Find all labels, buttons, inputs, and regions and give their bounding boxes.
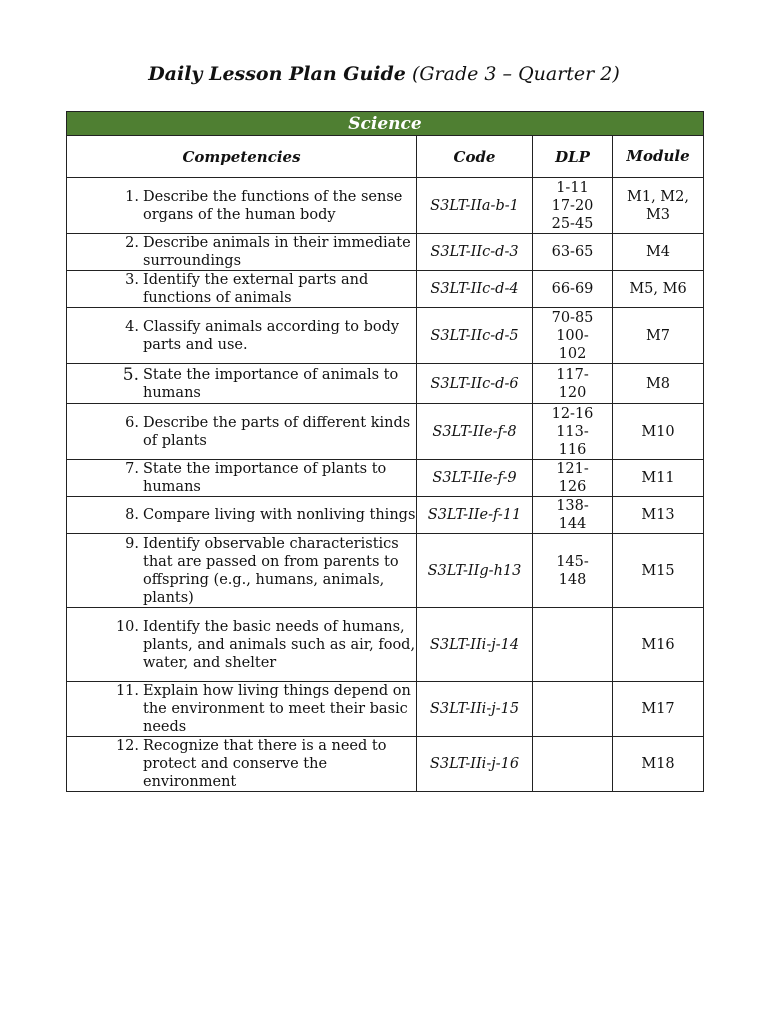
dlp-value: 120: [558, 384, 587, 401]
competency-cell: [67, 460, 417, 497]
title-sub: (Grade 3 – Quarter 2): [411, 63, 620, 85]
dlp-cell: [533, 682, 613, 737]
dlp-value: 66-69: [551, 281, 594, 297]
competency-cell: [67, 534, 417, 608]
table-row: [67, 737, 704, 792]
competency-number: 10.: [115, 618, 139, 635]
competency-text: Classify animals according to body parts and use.: [143, 318, 400, 353]
module-cell: M7: [613, 308, 704, 364]
competency-cell: [67, 308, 417, 364]
dlp-value: 12-16: [551, 405, 594, 422]
competency-cell: [67, 608, 417, 682]
dlp-value: 102: [558, 345, 587, 362]
competency-text: State the importance of plants to humans: [143, 461, 387, 495]
table-row: [67, 682, 704, 737]
dlp-value: 17-20: [551, 197, 594, 214]
module-cell: M5, M6: [613, 271, 704, 308]
competency-cell: [67, 178, 417, 234]
header-dlp: DLP: [533, 136, 613, 178]
dlp-value: 100-: [556, 327, 589, 344]
table-body: [67, 178, 704, 792]
competency-number: 1.: [125, 188, 139, 205]
table-row: [67, 364, 704, 404]
code-cell: S3LT-IIe-f-8: [417, 404, 533, 460]
dlp-cell: [533, 460, 613, 497]
dlp-value: 70-85: [551, 309, 594, 326]
competency-cell: [67, 404, 417, 460]
table-row: [67, 460, 704, 497]
dlp-value: 121-: [556, 461, 589, 477]
competency-number: 6.: [125, 414, 139, 431]
dlp-value: 126: [558, 479, 587, 495]
document-title: [0, 62, 768, 86]
code-cell: S3LT-IIe-f-11: [417, 497, 533, 534]
dlp-cell: [533, 737, 613, 792]
code-cell: S3LT-IIe-f-9: [417, 460, 533, 497]
dlp-value: 25-45: [551, 215, 594, 232]
dlp-value: 145-: [556, 553, 589, 570]
competency-cell: [67, 271, 417, 308]
competency-text: Identify the basic needs of humans, plants, and animals such as air, food, water, and shelter: [143, 618, 416, 671]
subject-header: Science: [67, 112, 704, 136]
competency-cell: [67, 234, 417, 271]
competency-cell: [67, 682, 417, 737]
dlp-cell: [533, 271, 613, 308]
competency-number: 2.: [125, 235, 139, 251]
competency-number: 9.: [125, 535, 139, 552]
table-row: [67, 497, 704, 534]
module-cell: M1, M2, M3: [613, 178, 704, 234]
module-cell: M10: [613, 404, 704, 460]
table-row: [67, 308, 704, 364]
competency-number: 5.: [122, 364, 139, 385]
competency-number: 3.: [125, 272, 139, 288]
module-cell: M16: [613, 608, 704, 682]
table-row: [67, 271, 704, 308]
module-cell: M18: [613, 737, 704, 792]
code-cell: S3LT-IIg-h13: [417, 534, 533, 608]
competency-text: Identify observable characteristics that are passed on from parents to offspring (e.g., humans, animals, plants): [143, 535, 399, 606]
dlp-cell: [533, 608, 613, 682]
competency-text: Describe animals in their immediate surroundings: [143, 235, 411, 269]
dlp-value: 63-65: [551, 244, 594, 260]
module-cell: M13: [613, 497, 704, 534]
competency-number: 4.: [125, 318, 139, 335]
competency-text: Identify the external parts and functions of animals: [143, 272, 369, 306]
code-cell: S3LT-IIc-d-6: [417, 364, 533, 404]
dlp-value: 117-: [556, 366, 589, 383]
module-cell: M17: [613, 682, 704, 737]
dlp-value: 113-: [556, 423, 589, 440]
code-cell: S3LT-IIc-d-4: [417, 271, 533, 308]
table-row: [67, 608, 704, 682]
dlp-value: 144: [558, 516, 587, 532]
competency-number: 8.: [125, 507, 139, 523]
dlp-value: 148: [558, 571, 587, 588]
competency-text: Explain how living things depend on the environment to meet their basic needs: [143, 683, 411, 735]
module-cell: M8: [613, 364, 704, 404]
dlp-cell: [533, 234, 613, 271]
competency-text: Describe the parts of different kinds of plants: [143, 414, 411, 449]
competency-number: 12.: [115, 738, 139, 754]
competency-cell: [67, 737, 417, 792]
dlp-cell: [533, 497, 613, 534]
competency-number: 11.: [115, 683, 139, 699]
table-row: [67, 178, 704, 234]
dlp-value: 1-11: [556, 179, 589, 196]
module-cell: M4: [613, 234, 704, 271]
code-cell: S3LT-IIc-d-3: [417, 234, 533, 271]
competency-text: Recognize that there is a need to protect and conserve the environment: [143, 738, 387, 790]
competency-cell: [67, 497, 417, 534]
module-cell: M11: [613, 460, 704, 497]
table-row: [67, 234, 704, 271]
dlp-cell: [533, 404, 613, 460]
code-cell: S3LT-IIi-j-14: [417, 608, 533, 682]
dlp-cell: [533, 534, 613, 608]
code-cell: S3LT-IIi-j-16: [417, 737, 533, 792]
dlp-cell: [533, 308, 613, 364]
table-row: [67, 404, 704, 460]
lesson-plan-table: [66, 111, 704, 792]
header-code: Code: [417, 136, 533, 178]
competency-text: Describe the functions of the sense organs of the human body: [143, 188, 403, 223]
code-cell: S3LT-IIa-b-1: [417, 178, 533, 234]
competency-cell: [67, 364, 417, 404]
code-cell: S3LT-IIi-j-15: [417, 682, 533, 737]
header-module: Module: [613, 136, 704, 178]
table-row: [67, 534, 704, 608]
competency-text: Compare living with nonliving things: [143, 507, 416, 523]
competency-text: State the importance of animals to humans: [143, 366, 399, 401]
dlp-cell: [533, 178, 613, 234]
competency-number: 7.: [125, 461, 139, 477]
dlp-value: 138-: [556, 498, 589, 514]
dlp-cell: [533, 364, 613, 404]
header-competencies: Competencies: [67, 136, 417, 178]
module-cell: M15: [613, 534, 704, 608]
dlp-value: 116: [558, 441, 587, 458]
title-main: Daily Lesson Plan Guide: [148, 63, 406, 85]
code-cell: S3LT-IIc-d-5: [417, 308, 533, 364]
